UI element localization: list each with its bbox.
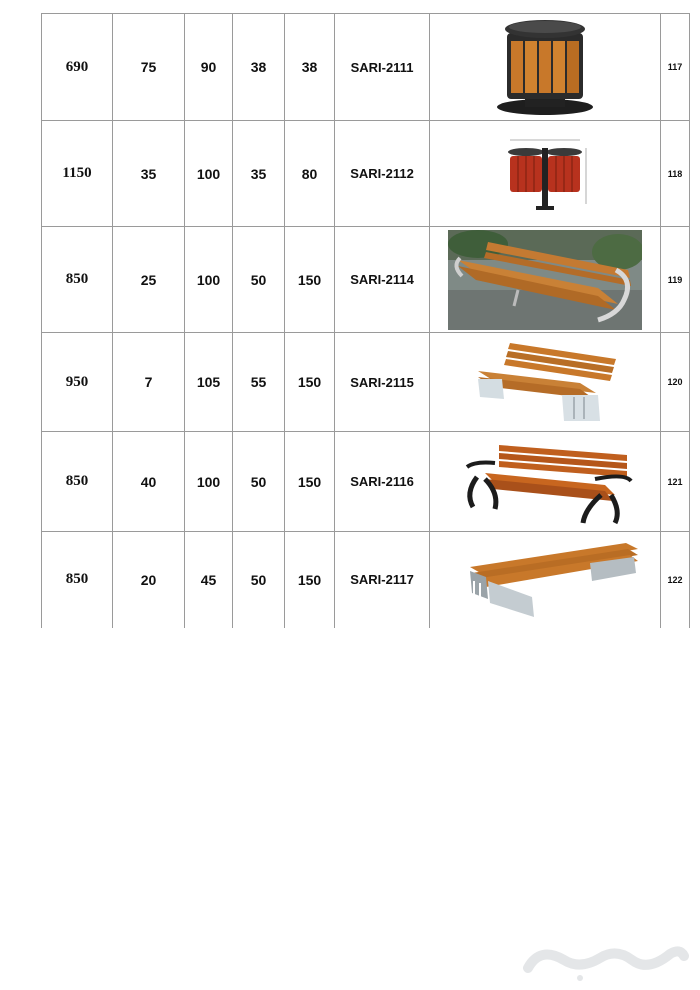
value-cell: 55 <box>233 333 285 432</box>
table-row <box>42 227 690 333</box>
price-cell: 1150 <box>42 121 113 227</box>
value-cell: 100 <box>185 227 233 333</box>
bench-iron-legs-image <box>455 437 635 527</box>
value-cell: 75 <box>113 14 185 121</box>
table-row <box>42 121 690 227</box>
table-row <box>42 532 690 628</box>
item-number: 120 <box>661 333 690 432</box>
product-image-cell <box>430 432 661 532</box>
product-code: SARI-2111 <box>335 14 430 121</box>
product-code: SARI-2115 <box>335 333 430 432</box>
product-image-cell <box>430 121 661 227</box>
value-cell: 50 <box>233 432 285 532</box>
table-row <box>42 333 690 432</box>
value-cell: 40 <box>113 432 185 532</box>
product-code: SARI-2112 <box>335 121 430 227</box>
value-cell: 50 <box>233 532 285 628</box>
value-cell: 20 <box>113 532 185 628</box>
value-cell: 35 <box>113 121 185 227</box>
value-cell: 90 <box>185 14 233 121</box>
price-cell: 690 <box>42 14 113 121</box>
product-image-cell <box>430 227 661 333</box>
product-image-cell <box>430 14 661 121</box>
product-code: SARI-2117 <box>335 532 430 628</box>
item-number: 117 <box>661 14 690 121</box>
value-cell: 105 <box>185 333 233 432</box>
item-number: 122 <box>661 532 690 628</box>
value-cell: 50 <box>233 227 285 333</box>
value-cell: 38 <box>285 14 335 121</box>
value-cell: 38 <box>233 14 285 121</box>
value-cell: 25 <box>113 227 185 333</box>
table-row <box>42 432 690 532</box>
value-cell: 100 <box>185 121 233 227</box>
value-cell: 150 <box>285 532 335 628</box>
value-cell: 7 <box>113 333 185 432</box>
backless-bench-image <box>450 537 640 623</box>
price-cell: 950 <box>42 333 113 432</box>
value-cell: 45 <box>185 532 233 628</box>
value-cell: 150 <box>285 333 335 432</box>
product-image-cell <box>430 333 661 432</box>
price-cell: 850 <box>42 532 113 628</box>
product-code: SARI-2116 <box>335 432 430 532</box>
product-code: SARI-2114 <box>335 227 430 333</box>
item-number: 121 <box>661 432 690 532</box>
product-table <box>41 13 690 628</box>
price-cell: 850 <box>42 227 113 333</box>
double-trash-bin-image <box>490 134 600 214</box>
value-cell: 35 <box>233 121 285 227</box>
bench-concrete-legs-image <box>470 337 620 427</box>
table-row <box>42 14 690 121</box>
value-cell: 150 <box>285 227 335 333</box>
haraj-watermark-logo <box>520 938 690 982</box>
value-cell: 150 <box>285 432 335 532</box>
round-trash-bin-image <box>485 17 605 117</box>
product-image-cell <box>430 532 661 628</box>
value-cell: 80 <box>285 121 335 227</box>
park-bench-photo-image <box>448 230 642 330</box>
item-number: 118 <box>661 121 690 227</box>
item-number: 119 <box>661 227 690 333</box>
price-cell: 850 <box>42 432 113 532</box>
value-cell: 100 <box>185 432 233 532</box>
